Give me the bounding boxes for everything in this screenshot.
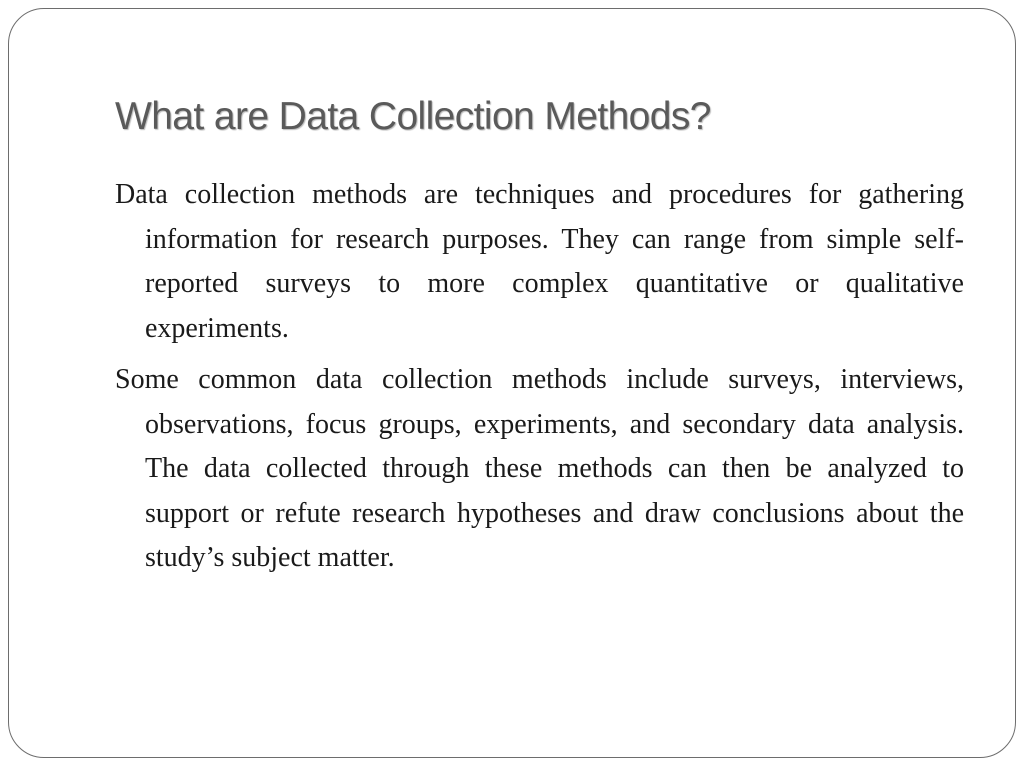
- slide-title: What are Data Collection Methods?: [115, 95, 711, 138]
- slide-frame: [8, 8, 1016, 758]
- slide-body: [115, 173, 964, 588]
- paragraph-common-methods: Some common data collection methods include surveys, interviews, observations, focus groups, experiments, and secondary data analysis. The data collected through these methods can then be analyzed to support or refute research hypotheses and draw conclusions about the study’s subject matter.: [115, 364, 964, 573]
- paragraph-definition: Data collection methods are techniques and procedures for gathering information for research purposes. They can range from simple self-reported surveys to more complex quantitative or qualitative experiments.: [115, 179, 964, 344]
